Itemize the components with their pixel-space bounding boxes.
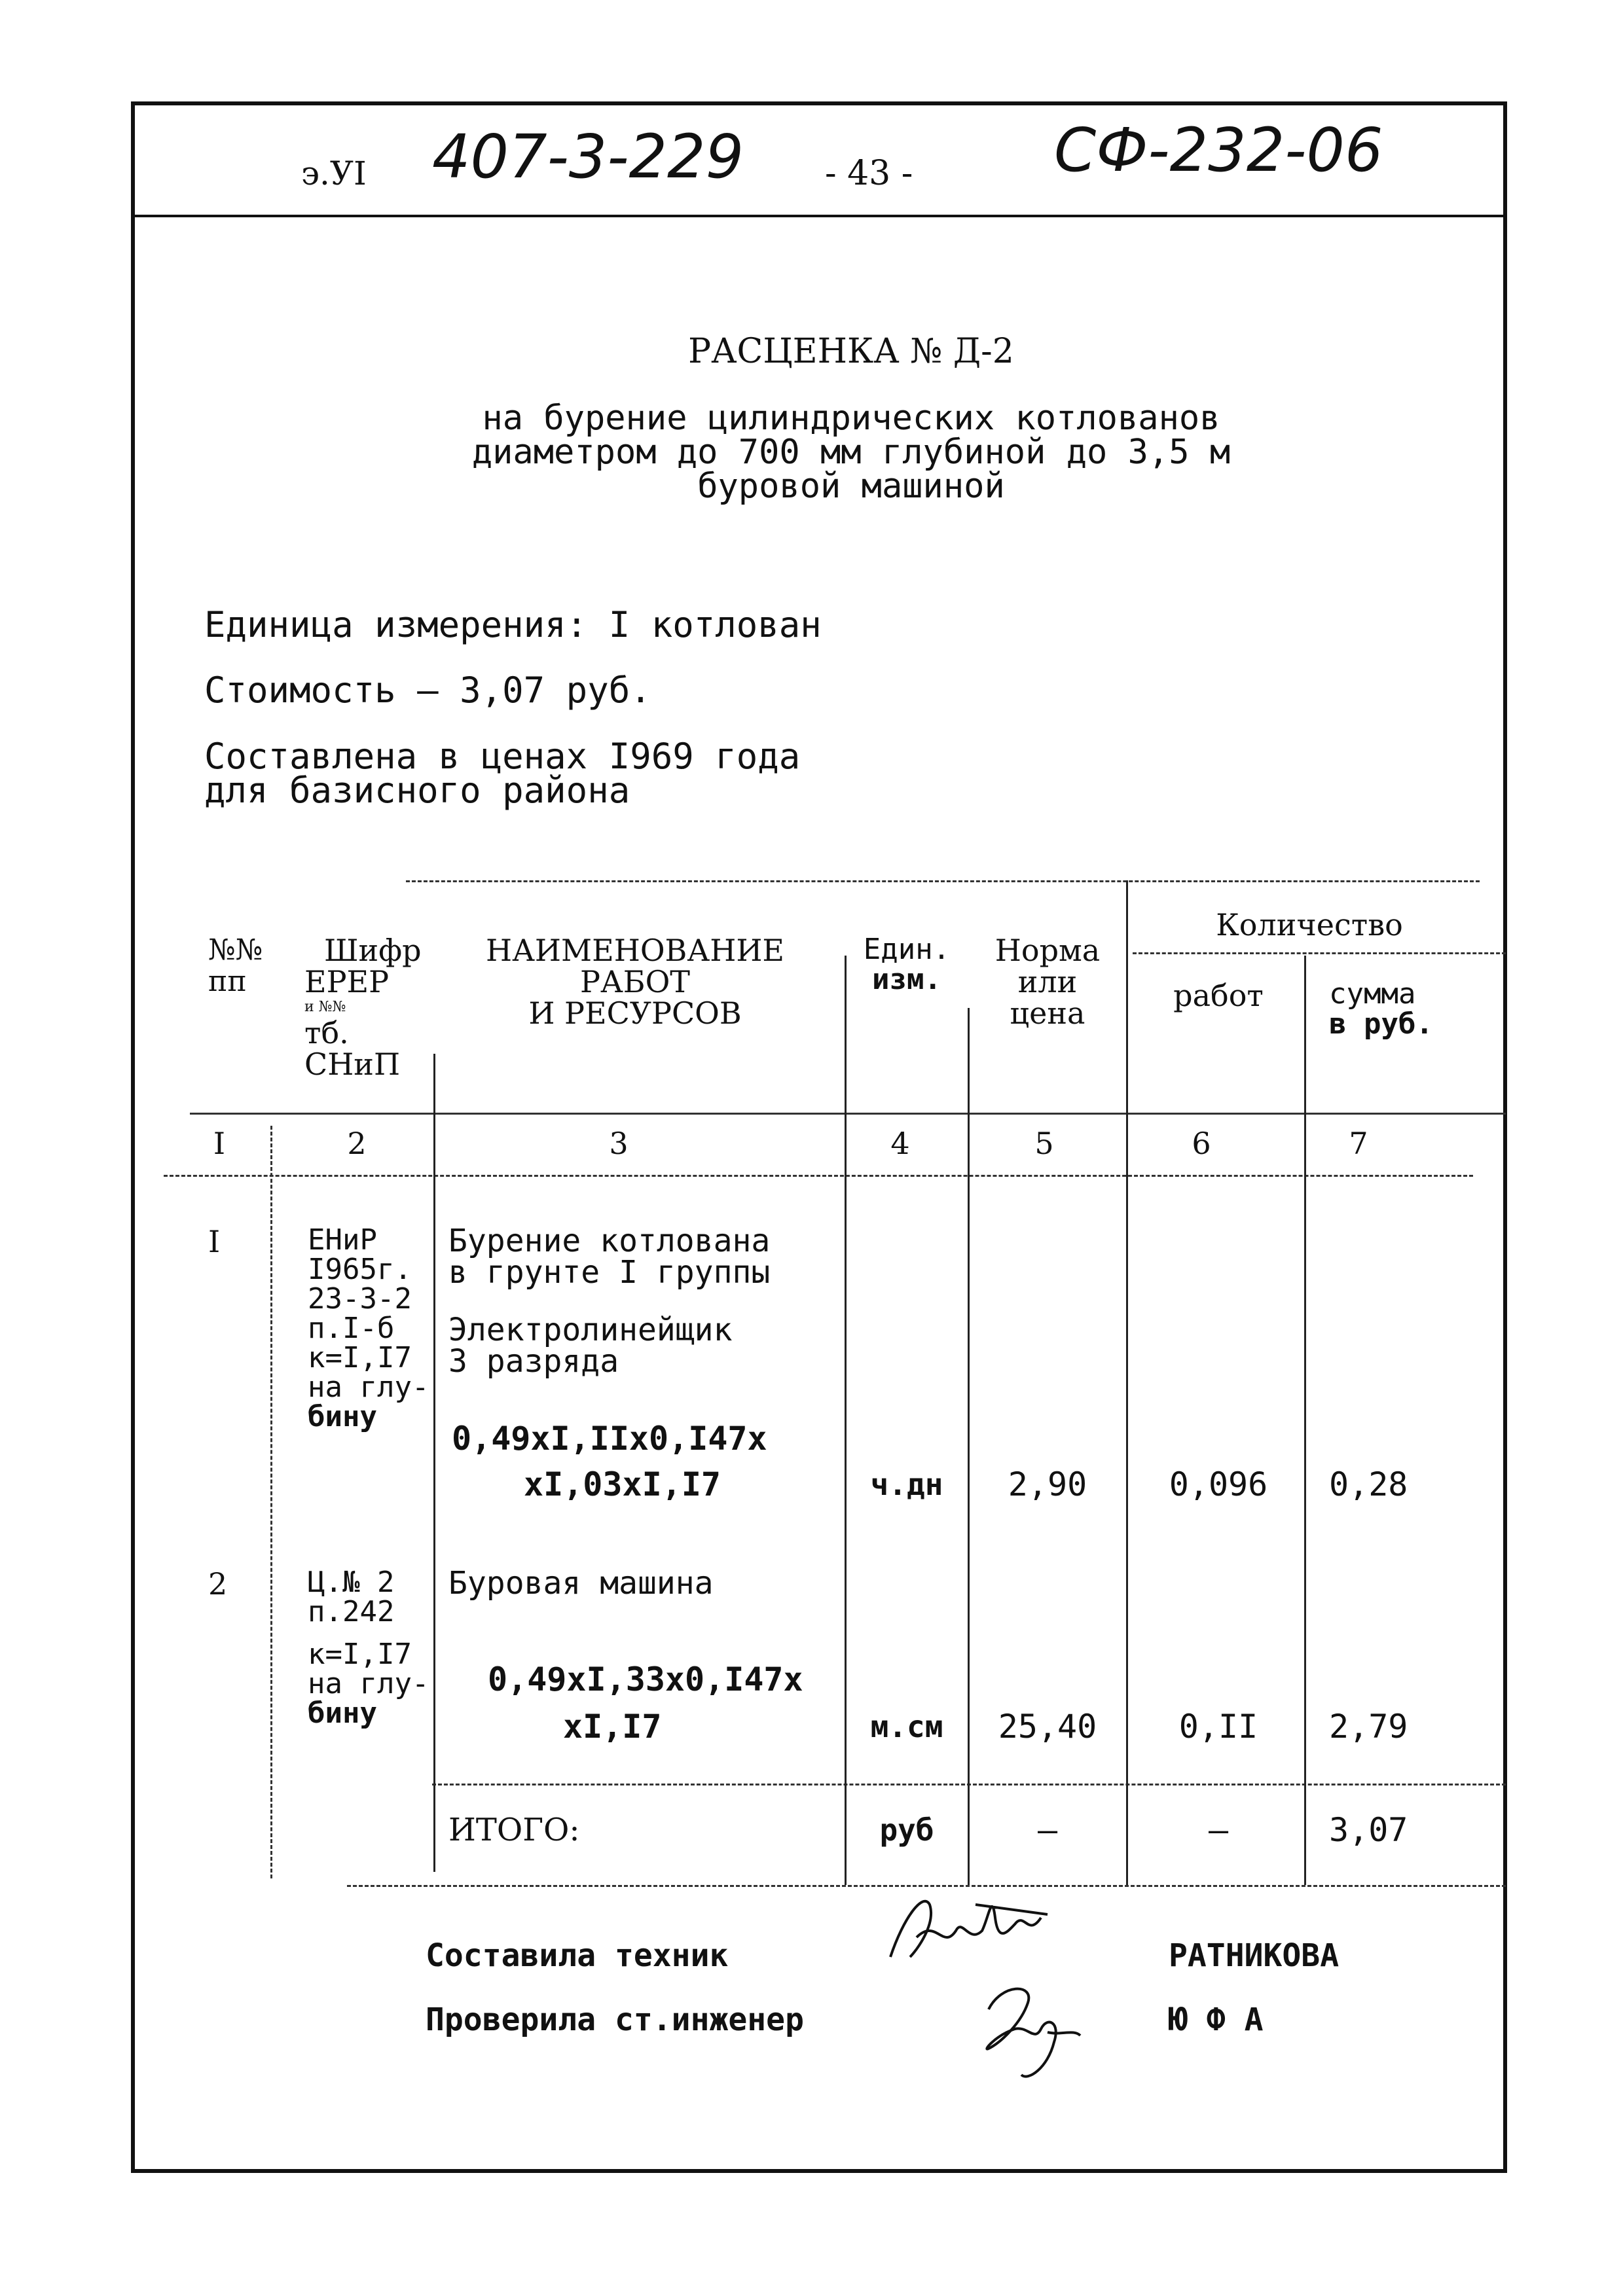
- row-2-code-line-4: на глу-: [308, 1667, 429, 1700]
- row-1-num: I: [208, 1224, 221, 1259]
- row-2-code-line-1: Ц.№ 2: [308, 1566, 395, 1599]
- checked-by-label: Проверила ст.инженер: [426, 2001, 804, 2038]
- prices-line-2: для базисного района: [204, 770, 630, 811]
- column-number-7: 7: [1349, 1126, 1368, 1161]
- row-2-name: [448, 1565, 714, 1602]
- header-num-line-2: пп: [208, 965, 247, 998]
- compiled-signature: [877, 1878, 1061, 1983]
- header-code-line-1: Шифр: [324, 933, 422, 968]
- row-2-code-line-2: п.242: [308, 1595, 395, 1628]
- project-code: 407-3-229: [432, 122, 744, 192]
- col-divider-sum: [1304, 956, 1306, 1885]
- column-number-6: 6: [1192, 1126, 1211, 1161]
- row-1-code-line-2: I965г.: [308, 1253, 412, 1286]
- header-code: [304, 935, 422, 1080]
- row-1-code-line-6: на глу-: [308, 1371, 429, 1404]
- header-unit: [851, 935, 962, 995]
- header-norm: [976, 935, 1120, 1029]
- sheet-label: э.УI: [301, 154, 367, 192]
- row-2-code-line-5: бину: [308, 1696, 377, 1730]
- row-2-sum: 2,79: [1329, 1708, 1408, 1746]
- row-1-code: [308, 1225, 429, 1431]
- header-unit-line-1: Един.: [863, 933, 951, 966]
- header-name-line-2: И РЕСУРСОВ: [528, 996, 742, 1031]
- row-1-name-line-2: в грунте I группы: [448, 1254, 771, 1291]
- column-number-4: 4: [890, 1126, 910, 1161]
- compiled-by-name: РАТНИКОВА: [1169, 1937, 1340, 1974]
- row-2-name-line-1: Буровая машина: [448, 1565, 714, 1602]
- header-sum-line-1: сумма: [1329, 977, 1416, 1011]
- header-code-line-5: СНиП: [304, 1047, 401, 1082]
- unit-of-measure: Единица измерения: I котлован: [204, 604, 822, 645]
- row-1-name-line-1: Бурение котлована: [448, 1223, 771, 1259]
- total-label: ИТОГО:: [448, 1812, 580, 1848]
- handwritten-signature-2: [962, 1970, 1093, 2088]
- prices-line-1: Составлена в ценах I969 года: [204, 736, 801, 777]
- col-divider-norm: [968, 1008, 970, 1885]
- col-divider-code: [270, 1126, 272, 1878]
- col-divider-name: [433, 1054, 435, 1872]
- header-sum-line-2: в руб.: [1329, 1007, 1433, 1041]
- compiled-by-label: Составила техник: [426, 1937, 729, 1974]
- column-number-3: 3: [609, 1126, 629, 1161]
- header-works: работ: [1173, 978, 1264, 1013]
- row-2-works: 0,II: [1178, 1708, 1258, 1746]
- header-name-line-1: НАИМЕНОВАНИЕ РАБОТ: [485, 933, 785, 999]
- row-1-formula-line-1: 0,49xI,IIx0,I47x: [452, 1420, 767, 1458]
- header-code-line-4: тб.: [304, 1015, 349, 1050]
- quantity-header-rule: [1133, 952, 1506, 954]
- header-quantity: Количество: [1216, 907, 1403, 942]
- row-1-works: 0,096: [1169, 1465, 1268, 1503]
- header-bottom-rule: [190, 1113, 1506, 1115]
- row-1-code-line-5: к=I,I7: [308, 1341, 412, 1374]
- page-number: - 43 -: [825, 154, 913, 193]
- row-2-num: 2: [208, 1566, 228, 1602]
- cost-line: Стоимость – 3,07 руб.: [204, 670, 651, 711]
- column-number-rule: [164, 1175, 1473, 1177]
- header-unit-line-2: изм.: [872, 963, 941, 996]
- row-1-name-line-5: 3 разряда: [448, 1343, 619, 1380]
- col-divider-quantity: [1126, 880, 1128, 1885]
- total-sum: 3,07: [1329, 1811, 1408, 1849]
- header-num: [208, 935, 263, 997]
- row-2-formula-line-2: xI,I7: [563, 1708, 662, 1746]
- row-1-code-line-3: 23-3-2: [308, 1282, 412, 1316]
- row-1-sum: 0,28: [1329, 1465, 1408, 1503]
- title-line-1: на бурение цилиндрических котлованов: [482, 399, 1220, 438]
- column-number-5: 5: [1034, 1126, 1054, 1161]
- table-top-rule: [406, 880, 1480, 882]
- row-2-code-line-3: к=I,I7: [308, 1638, 412, 1671]
- row-1-norm: 2,90: [1008, 1465, 1087, 1503]
- header-norm-line-1: Норма: [994, 933, 1101, 968]
- header-norm-line-2: или: [1017, 964, 1078, 999]
- title-line-2: диаметром до 700 мм глубиной до 3,5 м: [471, 433, 1231, 472]
- column-number-2: 2: [347, 1126, 367, 1161]
- document-heading: РАСЦЕНКА № Д-2: [688, 332, 1014, 371]
- row-1-name-line-4: Электролинейщик: [448, 1312, 733, 1348]
- total-works: –: [1208, 1811, 1229, 1849]
- row-1-code-line-7: бину: [308, 1400, 377, 1433]
- row-2-unit: м.см: [870, 1709, 943, 1744]
- checked-by-name: Ю Ф А: [1169, 2001, 1264, 2038]
- row-1-name: [448, 1223, 771, 1380]
- row-1-unit: ч.дн: [870, 1467, 943, 1502]
- header-divider: [131, 215, 1507, 217]
- header-name: [439, 935, 831, 1029]
- total-norm: –: [1037, 1811, 1058, 1849]
- handwritten-signature-1: [877, 1878, 1061, 1983]
- header-norm-line-3: цена: [1010, 996, 1085, 1031]
- row-2-norm: 25,40: [998, 1708, 1097, 1746]
- row-1-formula-line-2: xI,03xI,I7: [524, 1465, 721, 1503]
- row-1-name-line-3: [448, 1288, 770, 1314]
- header-sum: [1329, 979, 1433, 1039]
- header-code-line-2: ЕРЕР: [304, 964, 390, 999]
- col-divider-unit: [845, 956, 847, 1885]
- title-line-3: буровой машиной: [697, 467, 1005, 506]
- checked-signature: [962, 1970, 1093, 2088]
- row-2-formula-line-1: 0,49xI,33x0,I47x: [488, 1660, 803, 1698]
- row-1-code-line-1: ЕНиР: [308, 1223, 377, 1257]
- document-code: СФ-232-06: [1054, 115, 1383, 185]
- header-code-line-3: и №№: [304, 999, 346, 1015]
- column-number-1: I: [213, 1126, 226, 1161]
- header-num-line-1: №№: [208, 933, 263, 967]
- row-1-code-line-4: п.I-б: [308, 1312, 395, 1345]
- total-unit: руб: [879, 1812, 934, 1848]
- row-2-code: [308, 1568, 429, 1728]
